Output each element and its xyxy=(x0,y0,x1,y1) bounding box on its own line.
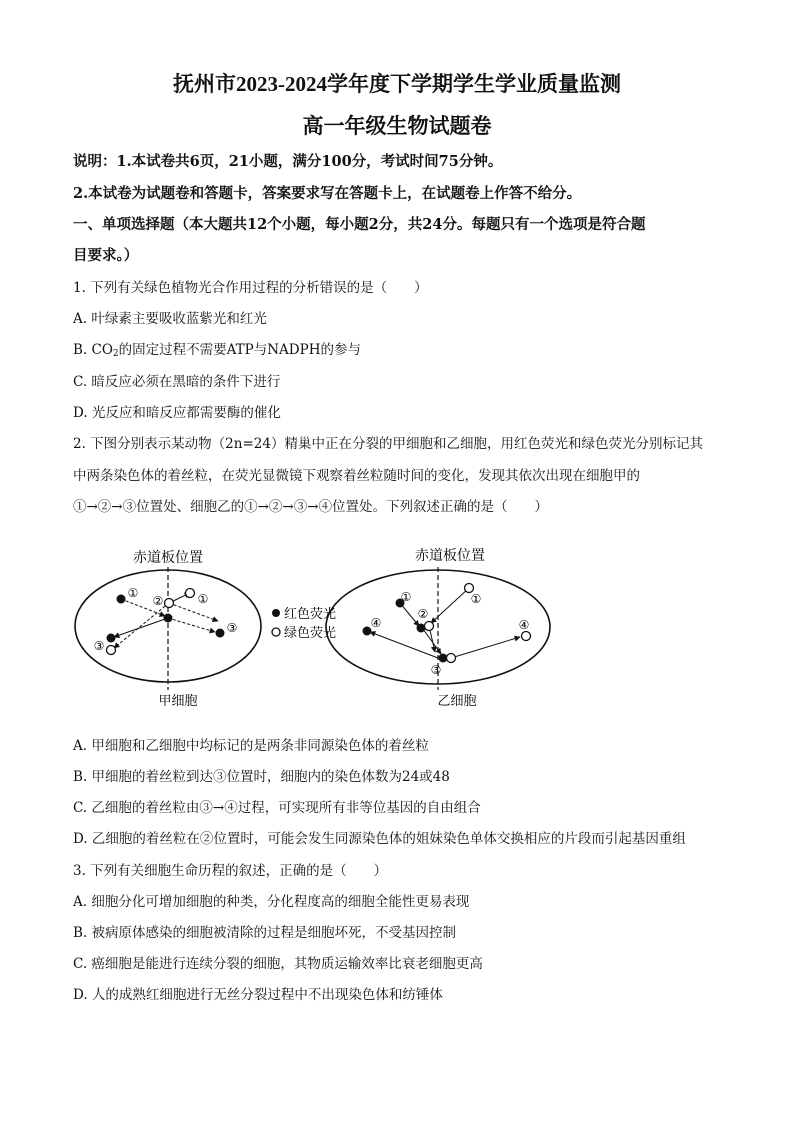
question-3-option-d: D. 人的成熟红细胞进行无丝分裂过程中不出现染色体和纺锤体 xyxy=(73,987,443,1003)
legend-red-label: 红色荧光 xyxy=(284,607,337,622)
legend-green-label: 绿色荧光 xyxy=(284,626,337,641)
position-mark-4: ④ xyxy=(518,618,530,632)
cell-yi-caption: 乙细胞 xyxy=(437,694,477,709)
question-1-option-c: C. 暗反应必须在黑暗的条件下进行 xyxy=(73,374,281,390)
question-2-option-a: A. 甲细胞和乙细胞中均标记的是两条非同源染色体的着丝粒 xyxy=(73,738,429,754)
question-3-stem: 3. 下列有关细胞生命历程的叙述，正确的是（ ） xyxy=(73,863,388,879)
position-mark-1: ① xyxy=(197,592,209,606)
section-heading-line-1: 一、单项选择题（本大题共12个小题，每小题2分，共24分。每题只有一个选项是符合题 xyxy=(73,216,646,233)
red-marker xyxy=(216,629,225,638)
position-mark-1: ① xyxy=(400,590,412,604)
cell-division-figure xyxy=(70,540,560,715)
legend-green-dot xyxy=(272,628,280,636)
question-2-stem-line-1: 2. 下图分别表示某动物（2n=24）精巢中正在分裂的甲细胞和乙细胞，用红色荧光和绿色荧光分别标记其 xyxy=(73,436,703,452)
question-2-option-b: B. 甲细胞的着丝粒到达③位置时，细胞内的染色体数为24或48 xyxy=(73,769,450,785)
question-3-option-c: C. 癌细胞是能进行连续分裂的细胞，其物质运输效率比衰老细胞更高 xyxy=(73,956,483,972)
green-marker xyxy=(447,654,456,663)
exam-subtitle: 高一年级生物试题卷 xyxy=(302,114,492,138)
equator-label-jia: 赤道板位置 xyxy=(133,550,203,566)
red-marker xyxy=(164,614,173,623)
red-marker xyxy=(117,595,126,604)
position-mark-3: ③ xyxy=(430,663,442,677)
question-1-stem: 1. 下列有关绿色植物光合作用过程的分析错误的是（ ） xyxy=(73,280,428,296)
green-marker xyxy=(425,622,434,631)
position-mark-2: ② xyxy=(417,607,429,621)
question-2-stem-line-2: 中两条染色体的着丝粒，在荧光显微镜下观察着丝粒随时间的变化，发现其依次出现在细胞甲的 xyxy=(73,468,640,484)
position-mark-4: ④ xyxy=(370,616,382,630)
question-3-option-b: B. 被病原体感染的细胞被清除的过程是细胞坏死，不受基因控制 xyxy=(73,925,457,941)
question-1-option-b: B. $CO_2$的固定过程不需要ATP与NADPH的参与 xyxy=(73,342,361,359)
equator-label-yi: 赤道板位置 xyxy=(415,548,485,564)
exam-title: 抚州市2023-2024学年度下学期学生学业质量监测 xyxy=(173,72,621,96)
position-mark-2: ② xyxy=(152,594,164,608)
question-2-option-c: C. 乙细胞的着丝粒由③→④过程，可实现所有非等位基因的自由组合 xyxy=(73,800,481,816)
question-3-option-a: A. 细胞分化可增加细胞的种类，分化程度高的细胞全能性更易表现 xyxy=(73,894,470,910)
question-1-option-a: A. 叶绿素主要吸收蓝紫光和红光 xyxy=(73,311,267,327)
green-marker xyxy=(107,646,116,655)
section-heading-line-2: 目要求。） xyxy=(73,247,139,264)
cell-jia-caption: 甲细胞 xyxy=(158,694,198,709)
red-marker xyxy=(107,634,116,643)
position-mark-3: ③ xyxy=(226,621,238,635)
green-marker xyxy=(165,599,174,608)
instructions-line-2: 2.本试卷为试题卷和答题卡，答案要求写在答题卡上，在试题卷上作答不给分。 xyxy=(73,185,582,202)
instructions-line-1: 说明：1.本试卷共6页，21小题，满分100分，考试时间75分钟。 xyxy=(73,153,503,170)
position-mark-3: ③ xyxy=(93,639,105,653)
position-mark-1: ① xyxy=(127,586,139,600)
question-2-option-d: D. 乙细胞的着丝粒在②位置时，可能会发生同源染色体的姐妹染色单体交换相应的片段而引起基因重组 xyxy=(73,831,686,847)
question-1-option-d: D. 光反应和暗反应都需要酶的催化 xyxy=(73,405,281,421)
legend-red-dot xyxy=(272,609,280,617)
green-marker xyxy=(522,632,531,641)
position-mark-1: ① xyxy=(470,592,482,606)
question-2-stem-line-3: ①→②→③位置处、细胞乙的①→②→③→④位置处。下列叙述正确的是（ ） xyxy=(73,499,549,515)
green-marker xyxy=(186,589,195,598)
